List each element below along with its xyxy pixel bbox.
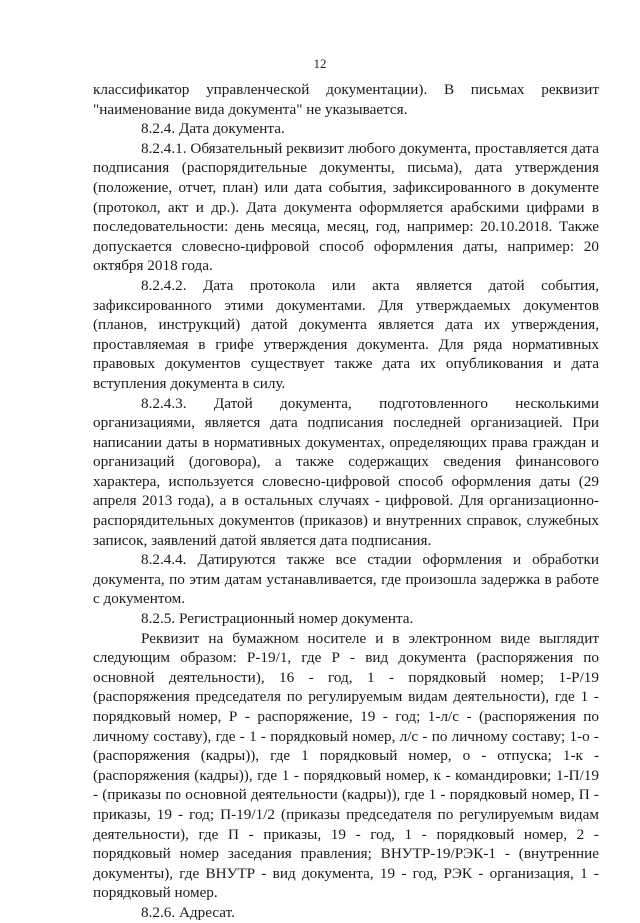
paragraph-registration-number: Реквизит на бумажном носителе и в электронном виде выглядит следующим образом: Р-19/1, где Р - вид документа (распоряжения по основной деятельности), 16 - год, 1 - порядковый номер; 1-Р/19 (распоряжения председателя по регулируемым видам деятельности), где 1 - порядковый номер, Р - распоряжение, 19 - год; 1-л/с - (распоряжения по личному составу), где - 1 - порядковый номер, л/с - по личному составу; 1-о - (распоряжения (кадры)), где 1 порядковый номер, о - отпуска; 1-к - (распоряжения (кадры)), где 1 - порядковый номер, к - командировки; 1-П/19 - (приказы по основной деятельности (кадры)), где 1 - порядковый номер, П - приказы, 19 - год; П-19/1/2 (приказы председателя по регулируемым видам деятельности), где П - приказы, 19 - год, 1 - порядковый номер, 2 - порядковый номер заседания правления; ВНУТР-19/РЭК-1 - (внутренние документы), где ВНУТР - вид документа, 19 - год, РЭК - организация, 1 - порядковый номер. bbox=[93, 629, 599, 902]
paragraph-8-2-4-2: 8.2.4.2. Дата протокола или акта является датой события, зафиксированного этими документами. Для утверждаемых документов (планов, инструкций) датой документа является дата их утверждения, проставляемая в грифе утверждения документа. Для ряда нормативных правовых документов существует также дата их опубликования и дата вступления документа в силу. bbox=[93, 276, 599, 392]
section-heading-8-2-5: 8.2.5. Регистрационный номер документа. bbox=[141, 610, 414, 628]
paragraph-8-2-4-3: 8.2.4.3. Датой документа, подготовленного несколькими организациями, является дата подписания последней организацией. При написании даты в нормативных документах, определяющих права граждан и организаций (договора), а также содержащих сведения финансового характера, используется словесно-цифровой способ оформления даты (29 апреля 2013 года), а в остальных случаях - цифровой. Для организационно-распорядительных документов (приказов) и внутренних справок, служебных записок, заявлений датой является дата подписания. bbox=[93, 394, 599, 549]
paragraph-continuation: классификатор управленческой документации). В письмах реквизит "наименование вида документа" не указывается. bbox=[93, 81, 599, 118]
document-body bbox=[93, 80, 599, 923]
page-number: 12 bbox=[313, 56, 327, 71]
section-heading-8-2-6: 8.2.6. Адресат. bbox=[141, 903, 235, 921]
section-heading-8-2-4: 8.2.4. Дата документа. bbox=[141, 120, 285, 138]
paragraph-8-2-4-4: 8.2.4.4. Датируются также все стадии оформления и обработки документа, по этим датам устанавливается, где произошла задержка в работе с документом. bbox=[93, 551, 599, 608]
paragraph-8-2-4-1: 8.2.4.1. Обязательный реквизит любого документа, проставляется дата подписания (распорядительные документы, письма), дата утверждения (положение, отчет, план) или дата события, зафиксированного в документе (протокол, акт и др.). Дата документа оформляется арабскими цифрами в последовательности: день месяца, месяц, год, например: 20.10.2018. Также допускается словесно-цифровой способ оформления даты, например: 20 октября 2018 года. bbox=[93, 139, 599, 275]
